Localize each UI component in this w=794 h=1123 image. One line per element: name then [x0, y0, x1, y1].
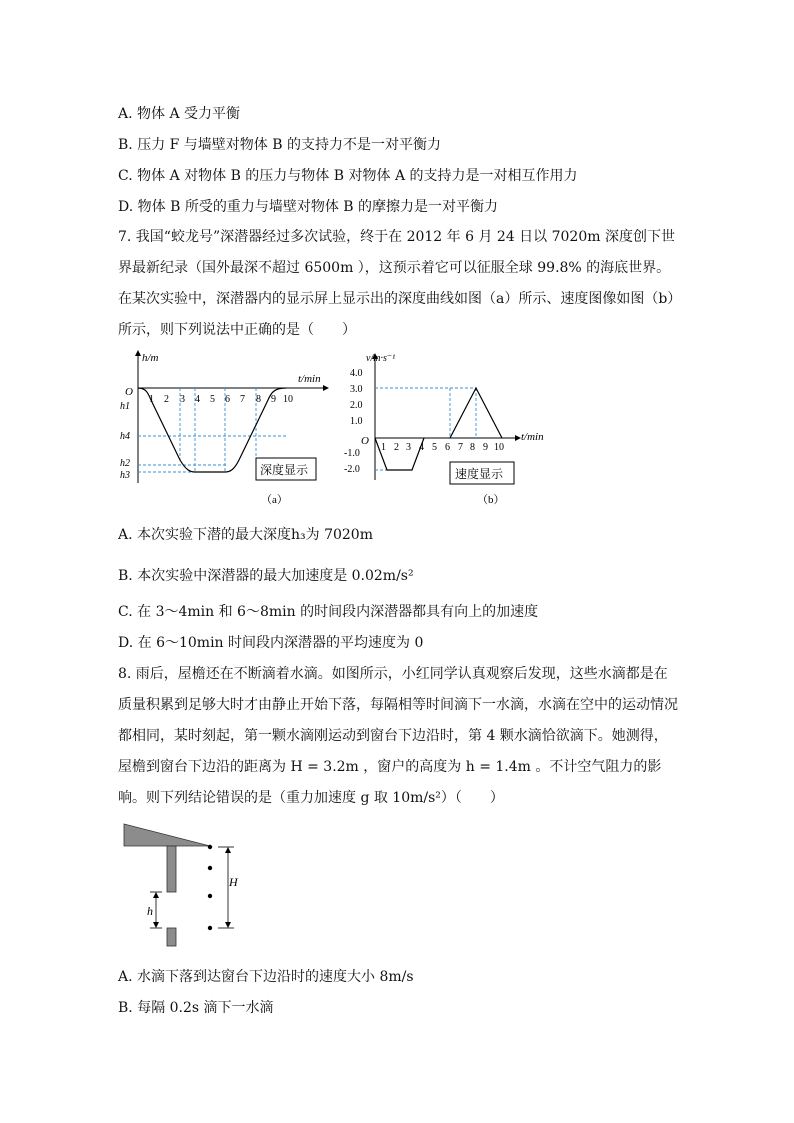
fig-b-xtick: 3	[406, 442, 411, 453]
fig-a-tick: 9	[271, 394, 276, 405]
q7-option-b: B. 本次实验中深潜器的最大加速度是 0.02m/s²	[118, 568, 414, 584]
fig-h-label: h	[147, 904, 153, 918]
velocity-graph-figure	[340, 350, 544, 510]
eaves-roof	[124, 824, 210, 846]
fig-a-caption: （a）	[261, 494, 288, 506]
fig-b-ytick: -2.0	[344, 464, 360, 475]
fig-a-tick: 5	[210, 394, 215, 405]
fig-b-xtick: 10	[494, 442, 504, 453]
q7-stem: 7. 我国“蛟龙号”深潜器经过多次试验，终于在 2012 年 6 月 24 日以 7020m 深度创下世界最新纪录（国外最深不超过 6500m ），这预示着它可以征服全球 99.8% 的海底世界。在某次实验中，深潜器内的显示屏上显示出的深度曲线如图（a）所示、速度图像如图（b）所示，则下列说法中正确的是（ ）	[118, 229, 675, 338]
fig-b-ytick: -1.0	[344, 448, 360, 459]
water-drops	[208, 845, 212, 930]
fig-a-xlabel: t/min	[298, 373, 321, 385]
fig-a-h3: h3	[120, 470, 130, 481]
q6-option-a: A. 物体 A 受力平衡	[118, 106, 241, 122]
fig-b-xtick: 8	[470, 442, 475, 453]
fig-a-h1: h1	[120, 401, 130, 412]
q7-option-d: D. 在 6～10min 时间段内深潜器的平均速度为 0	[118, 635, 424, 651]
fig-b-ytick: 1.0	[350, 416, 363, 427]
q8-stem: 8. 雨后，屋檐还在不断滴着水滴。如图所示，小红同学认真观察后发现，这些水滴都是在质量积累到足够大时才由静止开始下落，每隔相等时间滴下一水滴，水滴在空中的运动情况都相同，某时刻起，第一颗水滴刚运动到窗台下边沿时，第 4 颗水滴恰欲滴下。她测得，屋檐到窗台下边沿的距离为 H = 3.2m ，窗户的高度为 h = 1.4m 。不计空气阻力的影响。则下列结论错误的是（重力加速度 g 取 10m/s²）（ ）	[118, 666, 678, 806]
fig-a-xticks	[149, 394, 293, 405]
q6-option-d: D. 物体 B 所受的重力与墙壁对物体 B 的摩擦力是一对平衡力	[118, 199, 499, 215]
eaves-window-figure	[118, 818, 258, 953]
q6-option-b: B. 压力 F 与墙壁对物体 B 的支持力不是一对平衡力	[118, 137, 441, 153]
fig-b-xtick: 9	[483, 442, 488, 453]
fig-b-ytick: 4.0	[350, 368, 363, 379]
window-upper-wall	[167, 846, 176, 892]
fig-a-tick: 3	[180, 394, 185, 405]
fig-b-origin: O	[361, 435, 369, 447]
fig-b-xtick: 7	[458, 442, 463, 453]
fig-b-ytick: 2.0	[350, 400, 363, 411]
q7-option-c: C. 在 3～4min 和 6～8min 的时间段内深潜器都具有向上的加速度	[118, 604, 539, 620]
fig-a-tick: 1	[149, 394, 154, 405]
fig-b-xtick: 4	[419, 442, 424, 453]
fig-b-xtick: 5	[432, 442, 437, 453]
fig-a-origin: O	[125, 386, 133, 398]
q7-option-a: A. 本次实验下潜的最大深度h₃为 7020m	[118, 527, 373, 543]
fig-a-display: 深度显示	[260, 463, 309, 477]
fig-b-xlabel: t/min	[521, 431, 544, 443]
fig-a-ylabel: h/m	[142, 352, 159, 364]
fig-b-xtick: 6	[445, 442, 450, 453]
fig-b-xtick: 1	[381, 442, 386, 453]
fig-b-xtick: 2	[394, 442, 399, 453]
window-lower-wall	[167, 928, 176, 946]
fig-H-label: H	[229, 875, 238, 889]
fig-b-caption: （b）	[477, 494, 505, 506]
fig-a-tick: 10	[283, 394, 293, 405]
q8-option-b: B. 每隔 0.2s 滴下一水滴	[118, 1000, 274, 1016]
fig-b-ylabel: v/m·s⁻¹	[366, 353, 396, 364]
q6-option-c: C. 物体 A 对物体 B 的压力与物体 B 对物体 A 的支持力是一对相互作用力	[118, 168, 578, 184]
fig-a-tick: 2	[164, 394, 169, 405]
fig-a-tick: 6	[225, 394, 230, 405]
fig-b-display: 速度显示	[455, 467, 504, 481]
fig-a-tick: 7	[240, 394, 245, 405]
fig-a-h2: h2	[120, 458, 130, 469]
fig-b-ytick: 3.0	[350, 384, 363, 395]
fig-a-tick: 8	[256, 394, 261, 405]
fig-a-h4: h4	[120, 431, 130, 442]
fig-a-tick: 4	[195, 394, 200, 405]
q8-option-a: A. 水滴下落到达窗台下边沿时的速度大小 8m/s	[118, 969, 414, 985]
depth-graph-figure	[118, 348, 343, 508]
